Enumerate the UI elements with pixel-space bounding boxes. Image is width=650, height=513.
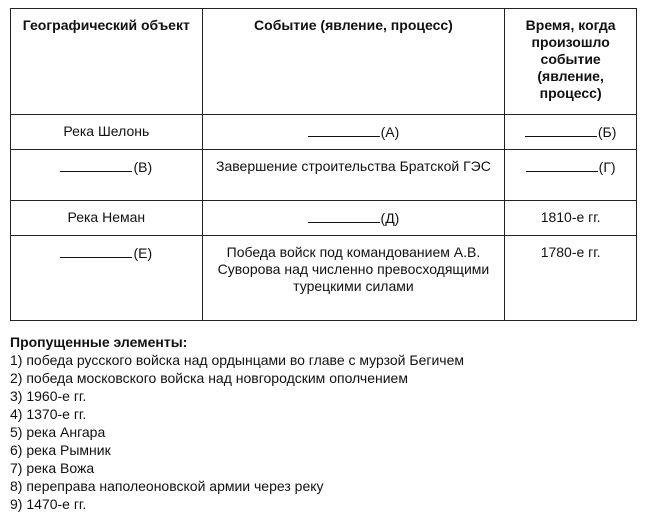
list-item: 4) 1370-е гг. <box>10 406 87 422</box>
list-item: 1) победа русского войска над ордынцами во главе с мурзой Бегичем <box>10 352 465 368</box>
list-item: 2) победа московского войска над новгородским ополчением <box>10 370 408 386</box>
blank-line <box>526 158 598 172</box>
table-row <box>11 201 637 236</box>
table-row <box>11 115 637 150</box>
blank-mark: (Б) <box>597 124 617 140</box>
missing-elements-list <box>10 351 640 513</box>
cell-time: 1780-е гг. <box>505 236 637 321</box>
missing-elements-title: Пропущенные элементы: <box>10 334 188 350</box>
list-item: 6) река Рымник <box>10 442 111 458</box>
blank-line <box>308 209 380 223</box>
blank-line <box>60 244 132 258</box>
cell-event: Завершение строительства Братской ГЭС <box>202 150 505 201</box>
cell-object: Река Неман <box>11 201 203 236</box>
blank-mark: (А) <box>380 124 400 140</box>
blank-mark: (В) <box>133 159 153 175</box>
list-item: 5) река Ангара <box>10 424 106 440</box>
header-event: Событие (явление, процесс) <box>202 9 505 115</box>
blank-mark: (Е) <box>133 245 153 261</box>
cell-object-blank <box>11 150 203 201</box>
missing-elements-section <box>10 333 640 513</box>
cell-event: Победа войск под командованием А.В. Суворова над численно превосходящими турецкими силами <box>202 236 505 321</box>
cell-event-blank <box>202 201 505 236</box>
table-row <box>11 150 637 201</box>
header-geographic-object: Географический объект <box>11 9 203 115</box>
blank-line <box>60 158 132 172</box>
cell-time: 1810-е гг. <box>505 201 637 236</box>
list-item: 3) 1960-е гг. <box>10 388 87 404</box>
list-item: 7) река Вожа <box>10 460 95 476</box>
cell-object-blank <box>11 236 203 321</box>
blank-line <box>308 123 380 137</box>
blank-mark: (Д) <box>380 210 400 226</box>
task-table <box>10 8 637 321</box>
list-item: 8) переправа наполеоновской армии через реку <box>10 478 324 494</box>
header-time: Время, когда произошло событие (явление, процесс) <box>505 9 637 115</box>
table-row <box>11 236 637 321</box>
cell-object: Река Шелонь <box>11 115 203 150</box>
cell-event-blank <box>202 115 505 150</box>
blank-mark: (Г) <box>598 159 616 175</box>
cell-time-blank <box>505 150 637 201</box>
list-item: 9) 1470-е гг. <box>10 496 87 512</box>
table-header-row <box>11 9 637 115</box>
cell-time-blank <box>505 115 637 150</box>
blank-line <box>525 123 597 137</box>
